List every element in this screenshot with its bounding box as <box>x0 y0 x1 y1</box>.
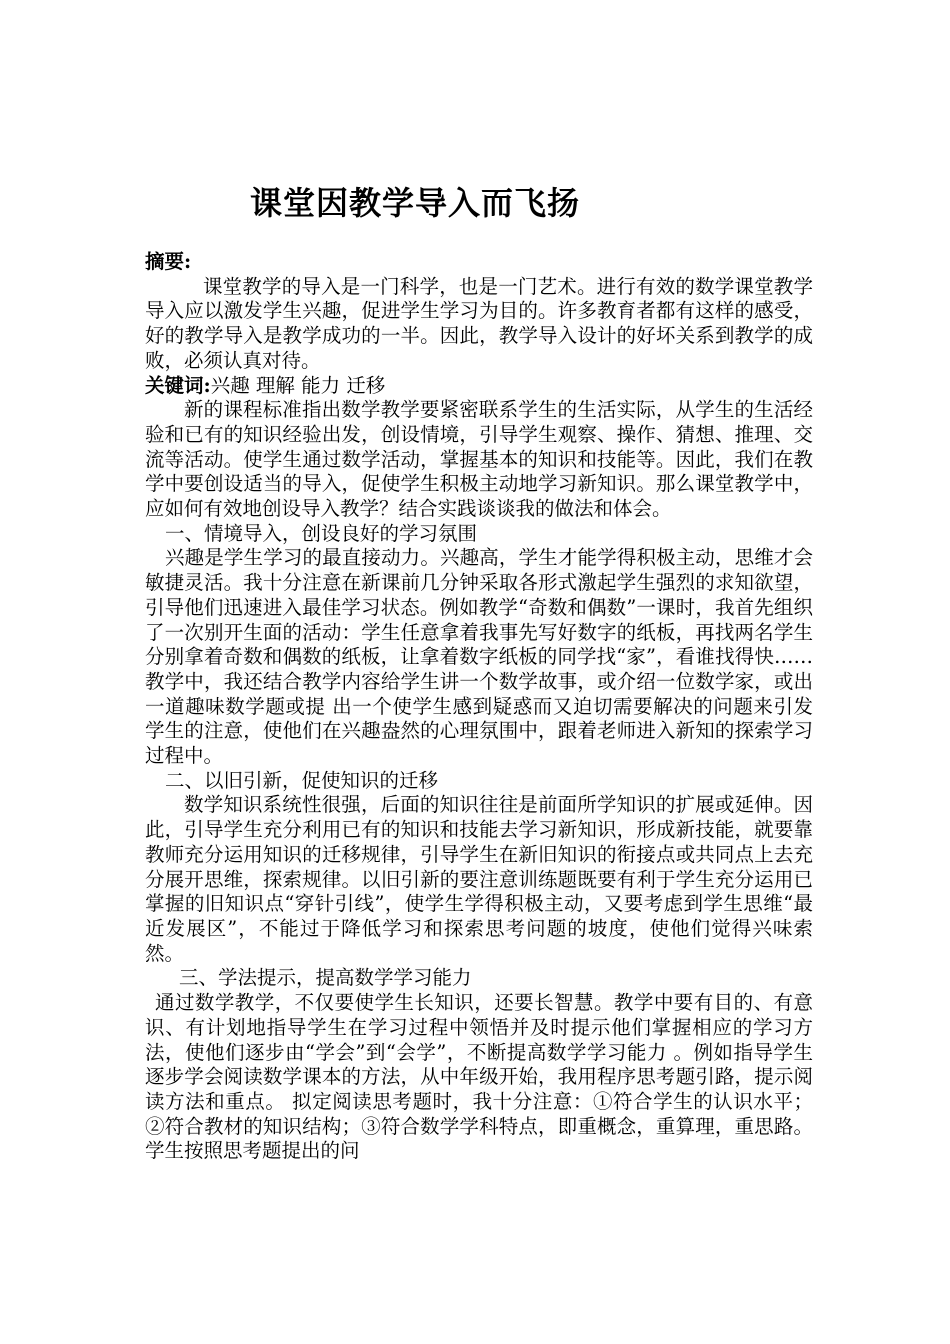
document-title: 课堂因教学导入而飞扬 <box>250 184 581 222</box>
section2-paragraph: 数学知识系统性很强，后面的知识往往是前面所学知识的扩展或延伸。因此，引导学生充分利用已有的知识和技能去学习新知识，形成新技能，就要靠教师充分运用知识的迁移规律，引导学生在新旧知识的衔接点或共同点上去充分展开思维，探索规律。以旧引新的要注意训练题既要有利于学生充分运用已掌握的旧知识点“穿针引线”，使学生学得积极主动，又要考虑到学生思维“最近发展区”，不能过于降低学习和探索思考问题的坡度，使他们觉得兴味索然。 <box>145 793 813 965</box>
section3-heading: 三、学法提示，提高数学学习能力 <box>179 966 472 990</box>
section3-paragraph: 通过数学教学，不仅要使学生长知识，还要长智慧。教学中要有目的、有意识、有计划地指导学生在学习过程中领悟并及时提示他们掌握相应的学习方法，使他们逐步由“学会”到“会学”，不断提高数学学习能力 。例如指导学生逐步学会阅读数学课本的方法，从中年级开始，我用程序思考题引路，提示阅读方法和重点。 拟定阅读思考题时，我十分注意：①符合学生的认识水平；②符合教材的知识结构；③符合数学学科特点，即重概念，重算理，重思路。学生按照思考题提出的问 <box>145 991 813 1163</box>
document-body <box>145 250 813 1164</box>
section1-paragraph: 兴趣是学生学习的最直接动力。兴趣高，学生才能学得积极主动，思维才会敏捷灵活。我十分注意在新课前几分钟采取各形式激起学生强烈的求知欲望，引导他们迅速进入最佳学习状态。例如教学“奇数和偶数”一课时，我首先组织了一次别开生面的活动：学生任意拿着我事先写好数字的纸板，再找两名学生分别拿着奇数和偶数的纸板，让拿着数字纸板的同学找“家”，看谁找得快……教学中，我还结合教学内容给学生讲一个数学故事，或介绍一位数学家，或出一道趣味数学题或提 出一个使学生感到疑惑而又迫切需要解决的问题来引发学生的注意，使他们在兴趣盎然的心理氛围中，跟着老师进入新知的探索学习过程中。 <box>145 546 813 768</box>
abstract-label: 摘要: <box>145 250 192 273</box>
keywords-line <box>145 374 813 399</box>
keywords-value: 兴趣 理解 能力 迁移 <box>210 373 386 397</box>
section2-heading: 二、以旧引新，促使知识的迁移 <box>165 768 439 792</box>
abstract-paragraph: 课堂教学的导入是一门科学，也是一门艺术。进行有效的数学课堂教学导入应以激发学生兴趣，促进学生学习为目的。许多教育者都有这样的感受，好的教学导入是教学成功的一半。因此，教学导入设计的好坏关系到教学的成败，必须认真对待。 <box>145 274 813 372</box>
intro-paragraph: 新的课程标准指出数学教学要紧密联系学生的生活实际，从学生的生活经验和已有的知识经验出发，创设情境，引导学生观察、操作、猜想、推理、交流等活动。使学生通过数学活动，掌握基本的知识和技能等。因此，我们在教学中要创设适当的导入，促使学生积极主动地学习新知识。那么课堂教学中，应如何有效地创设导入教学？结合实践谈谈我的做法和体会。 <box>145 398 813 521</box>
keywords-label: 关键词: <box>145 373 211 397</box>
section1-heading: 一、情境导入，创设良好的学习氛围 <box>165 521 478 545</box>
